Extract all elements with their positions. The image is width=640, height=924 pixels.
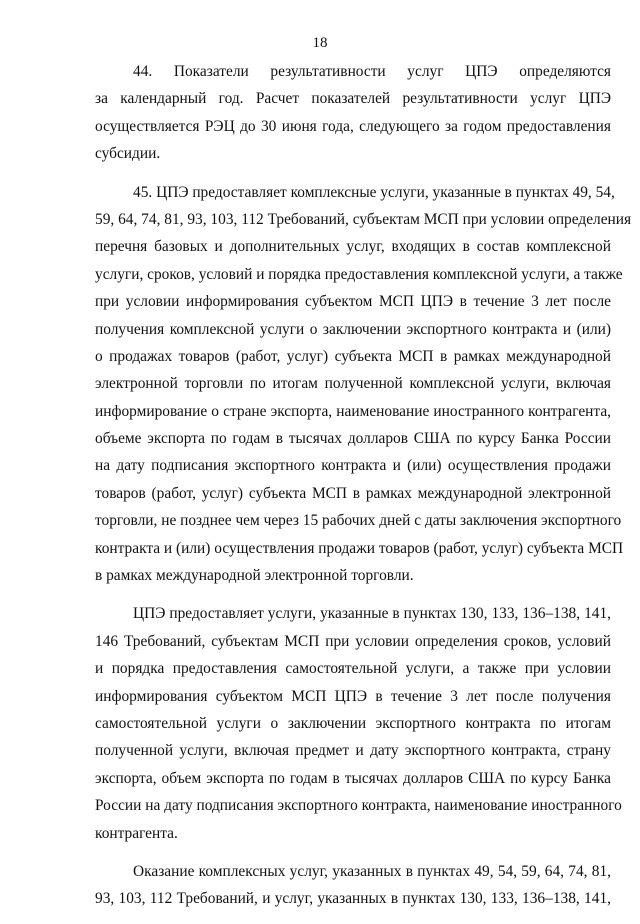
text-line: России на дату подписания экспортного контракта, наименование иностранного bbox=[95, 797, 622, 815]
text-line: информирования субъектом МСП ЦПЭ в течение 3 лет после получения bbox=[95, 687, 611, 705]
text-line: на дату подписания экспортного контракта и (или) осуществления продажи bbox=[95, 457, 611, 475]
text-line: субсидии. bbox=[95, 145, 161, 163]
paragraph-45 bbox=[95, 179, 632, 590]
text-line: информирование о стране экспорта, наименование иностранного контрагента, bbox=[95, 402, 611, 420]
text-line: перечня базовых и дополнительных услуг, входящих в состав комплексной bbox=[95, 238, 611, 256]
text-line: 146 Требований, субъектам МСП при условии определения сроков, условий bbox=[95, 632, 611, 650]
text-line: контракта и (или) осуществления продажи товаров (работ, услуг) субъекта МСП bbox=[95, 539, 624, 557]
text-line: ЦПЭ предоставляет услуги, указанные в пунктах 130, 133, 136–138, 141, bbox=[133, 605, 611, 623]
text-line: услуги, сроков, условий и порядка предоставления комплексной услуги, а также bbox=[95, 265, 623, 283]
paragraph-services bbox=[95, 600, 622, 847]
text-line: Оказание комплексных услуг, указанных в пунктах 49, 54, 59, 64, 74, 81, bbox=[133, 862, 611, 880]
text-line: при условии информирования субъектом МСП ЦПЭ в течение 3 лет после bbox=[95, 293, 611, 311]
text-line: полученной услуги, включая предмет и дату экспортного контракта, страну bbox=[95, 742, 611, 760]
text-line: объеме экспорта по годам в тысячах долларов США по курсу Банка России bbox=[95, 430, 611, 448]
text-line: за календарный год. Расчет показателей результативности услуг ЦПЭ bbox=[95, 90, 611, 108]
text-line: экспорта, объем экспорта по годам в тысячах долларов США по курсу Банка bbox=[95, 769, 611, 787]
text-line: контрагента. bbox=[95, 824, 178, 842]
text-line: электронной торговли по итогам полученной комплексной услуги, включая bbox=[95, 375, 611, 393]
text-line: о продажах товаров (работ, услуг) субъекта МСП в рамках международной bbox=[95, 347, 611, 365]
text-line: осуществляется РЭЦ до 30 июня года, следующего за годом предоставления bbox=[95, 117, 611, 135]
paragraph-44 bbox=[95, 58, 611, 168]
text-line: торговли, не позднее чем через 15 рабочих дней с даты заключения экспортного bbox=[95, 512, 622, 530]
text-line: 93, 103, 112 Требований, и услуг, указанных в пунктах 130, 133, 136–138, 141, bbox=[95, 890, 611, 908]
text-line: самостоятельной услуги о заключении экспортного контракта по итогам bbox=[95, 714, 611, 732]
text-line: и порядка предоставления самостоятельной услуги, а также при условии bbox=[95, 660, 611, 678]
text-line: товаров (работ, услуг) субъекта МСП в рамках международной электронной bbox=[95, 484, 611, 502]
text-line: в рамках международной электронной торговли. bbox=[95, 567, 414, 585]
page-number: 18 bbox=[312, 35, 328, 51]
document-body bbox=[95, 58, 632, 924]
text-line: получения комплексной услуги о заключении экспортного контракта и (или) bbox=[95, 320, 611, 338]
paragraph-complex-services bbox=[95, 858, 611, 913]
text-line: 59, 64, 74, 81, 93, 103, 112 Требований, субъектам МСП при условии определения bbox=[95, 210, 632, 228]
text-line: 45. ЦПЭ предоставляет комплексные услуги, указанные в пунктах 49, 54, bbox=[133, 183, 615, 201]
text-line: 44. Показатели результативности услуг ЦПЭ определяются bbox=[133, 63, 611, 80]
